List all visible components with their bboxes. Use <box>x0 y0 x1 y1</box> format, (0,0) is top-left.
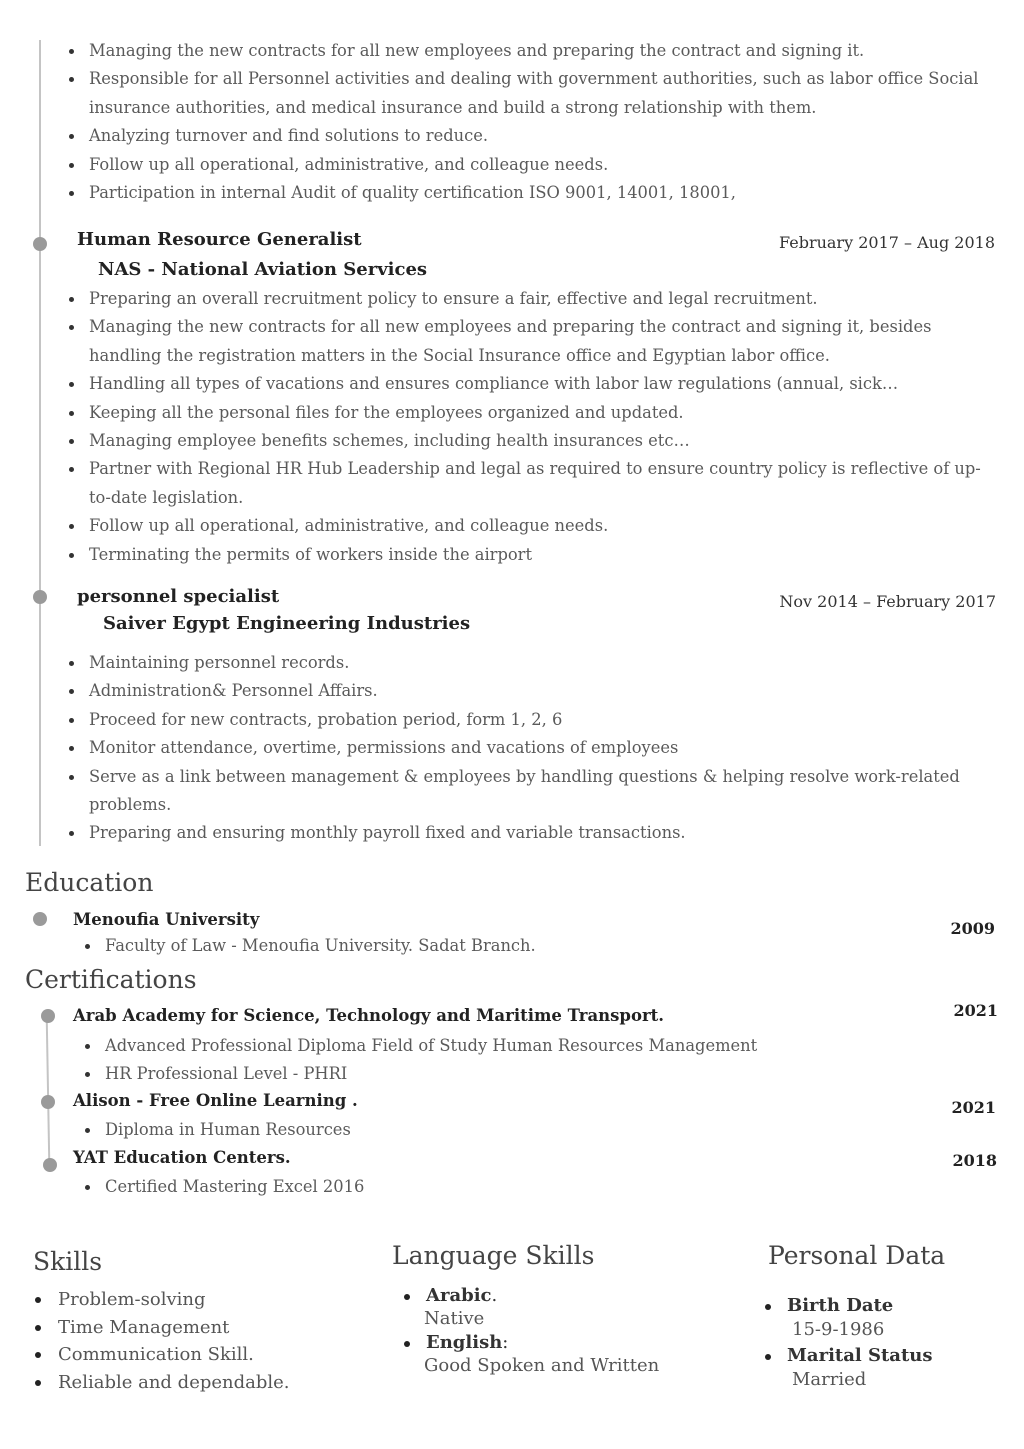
list-item: Responsible for all Personnel activities and dealing with government authorities, such as labor office Social insurance authorities, and medical insurance and build a strong relationship with them. <box>69 65 999 122</box>
job-bullets <box>69 649 999 848</box>
certification-bullets <box>85 1032 985 1089</box>
list-item: Managing the new contracts for all new employees and preparing the contract and signing it, besides handling the registration matters in the Social Insurance office and Egyptian labor office. <box>69 313 999 370</box>
timeline-dot <box>33 590 47 604</box>
timeline-dot <box>33 237 47 251</box>
list-item: Diploma in Human Resources <box>85 1116 985 1144</box>
personal-label: Marital Status <box>765 1345 1005 1366</box>
list-item: Serve as a link between management & employees by handling questions & helping resolve work-related problems. <box>69 763 999 820</box>
list-item: Follow up all operational, administrative, and colleague needs. <box>69 151 999 179</box>
language-level: Native <box>424 1308 485 1329</box>
language-label <box>404 1332 724 1353</box>
timeline-dot <box>33 912 47 926</box>
certifications-heading: Certifications <box>25 965 197 994</box>
personal-value: 15-9-1986 <box>792 1319 885 1340</box>
list-item: Terminating the permits of workers inside the airport <box>69 541 999 569</box>
list-item: Keeping all the personal files for the employees organized and updated. <box>69 399 999 427</box>
job-company: Saiver Egypt Engineering Industries <box>103 613 471 634</box>
job-title: Human Resource Generalist <box>77 229 362 250</box>
education-bullets <box>85 932 985 960</box>
experience-timeline <box>39 40 41 846</box>
certification-year: 2021 <box>951 1098 996 1117</box>
list-item: Monitor attendance, overtime, permissions and vacations of employees <box>69 734 999 762</box>
language-list <box>404 1285 724 1376</box>
list-item: Managing employee benefits schemes, including health insurances etc… <box>69 427 999 455</box>
education-heading: Education <box>25 868 154 897</box>
list-item: Participation in internal Audit of quality certification ISO 9001, 14001, 18001, <box>69 179 999 207</box>
list-item: Partner with Regional HR Hub Leadership and legal as required to ensure country policy is reflective of up-to-date legislation. <box>69 455 999 512</box>
language-name: English <box>426 1332 503 1353</box>
job-dates: Nov 2014 – February 2017 <box>779 592 996 611</box>
language-name: Arabic <box>426 1285 492 1306</box>
certification-year: 2018 <box>952 1151 997 1170</box>
certification-bullets <box>85 1173 985 1201</box>
certifications-timeline <box>46 1016 51 1165</box>
list-item: Handling all types of vacations and ensures compliance with labor law regulations (annual, sick… <box>69 370 999 398</box>
certification-issuer: Arab Academy for Science, Technology and Maritime Transport. <box>73 1006 665 1025</box>
certification-year: 2021 <box>953 1001 998 1020</box>
list-item: Reliable and dependable. <box>32 1369 362 1397</box>
certification-issuer: YAT Education Centers. <box>73 1148 291 1167</box>
list-item: Preparing an overall recruitment policy to ensure a fair, effective and legal recruitment. <box>69 285 999 313</box>
job-bullets <box>69 285 999 569</box>
list-item: Time Management <box>32 1314 362 1342</box>
job-company: NAS - National Aviation Services <box>98 259 428 280</box>
skills-list <box>32 1286 362 1396</box>
personal-label: Birth Date <box>765 1295 1005 1316</box>
list-item: HR Professional Level - PHRI <box>85 1060 985 1088</box>
list-item: Advanced Professional Diploma Field of Study Human Resources Management <box>85 1032 985 1060</box>
certification-bullets <box>85 1116 985 1144</box>
education-year: 2009 <box>950 919 995 938</box>
education-school: Menoufia University <box>73 910 260 929</box>
list-item: Analyzing turnover and find solutions to reduce. <box>69 122 999 150</box>
timeline-dot <box>41 1095 55 1109</box>
timeline-dot <box>41 1009 55 1023</box>
certification-issuer: Alison - Free Online Learning . <box>73 1091 358 1110</box>
personal-data-list <box>765 1295 1005 1390</box>
list-item: Managing the new contracts for all new employees and preparing the contract and signing it. <box>69 37 999 65</box>
list-item: Communication Skill. <box>32 1341 362 1369</box>
list-item: Certified Mastering Excel 2016 <box>85 1173 985 1201</box>
job-dates: February 2017 – Aug 2018 <box>779 233 995 252</box>
skills-heading: Skills <box>33 1247 103 1276</box>
personal-data-heading: Personal Data <box>768 1241 946 1270</box>
language-suffix: : <box>502 1332 509 1353</box>
language-level: Good Spoken and Written <box>424 1355 660 1376</box>
previous-job-bullets <box>69 37 999 207</box>
list-item: Maintaining personnel records. <box>69 649 999 677</box>
personal-value: Married <box>792 1369 867 1390</box>
list-item: Faculty of Law - Menoufia University. Sadat Branch. <box>85 932 985 960</box>
list-item: Follow up all operational, administrative, and colleague needs. <box>69 512 999 540</box>
list-item: Problem-solving <box>32 1286 362 1314</box>
list-item: Administration& Personnel Affairs. <box>69 677 999 705</box>
list-item: Proceed for new contracts, probation period, form 1, 2, 6 <box>69 706 999 734</box>
language-skills-heading: Language Skills <box>392 1241 595 1270</box>
list-item: Preparing and ensuring monthly payroll fixed and variable transactions. <box>69 819 999 847</box>
timeline-dot <box>43 1158 57 1172</box>
language-label <box>404 1285 724 1306</box>
job-title: personnel specialist <box>77 586 280 607</box>
language-suffix: . <box>491 1285 498 1306</box>
